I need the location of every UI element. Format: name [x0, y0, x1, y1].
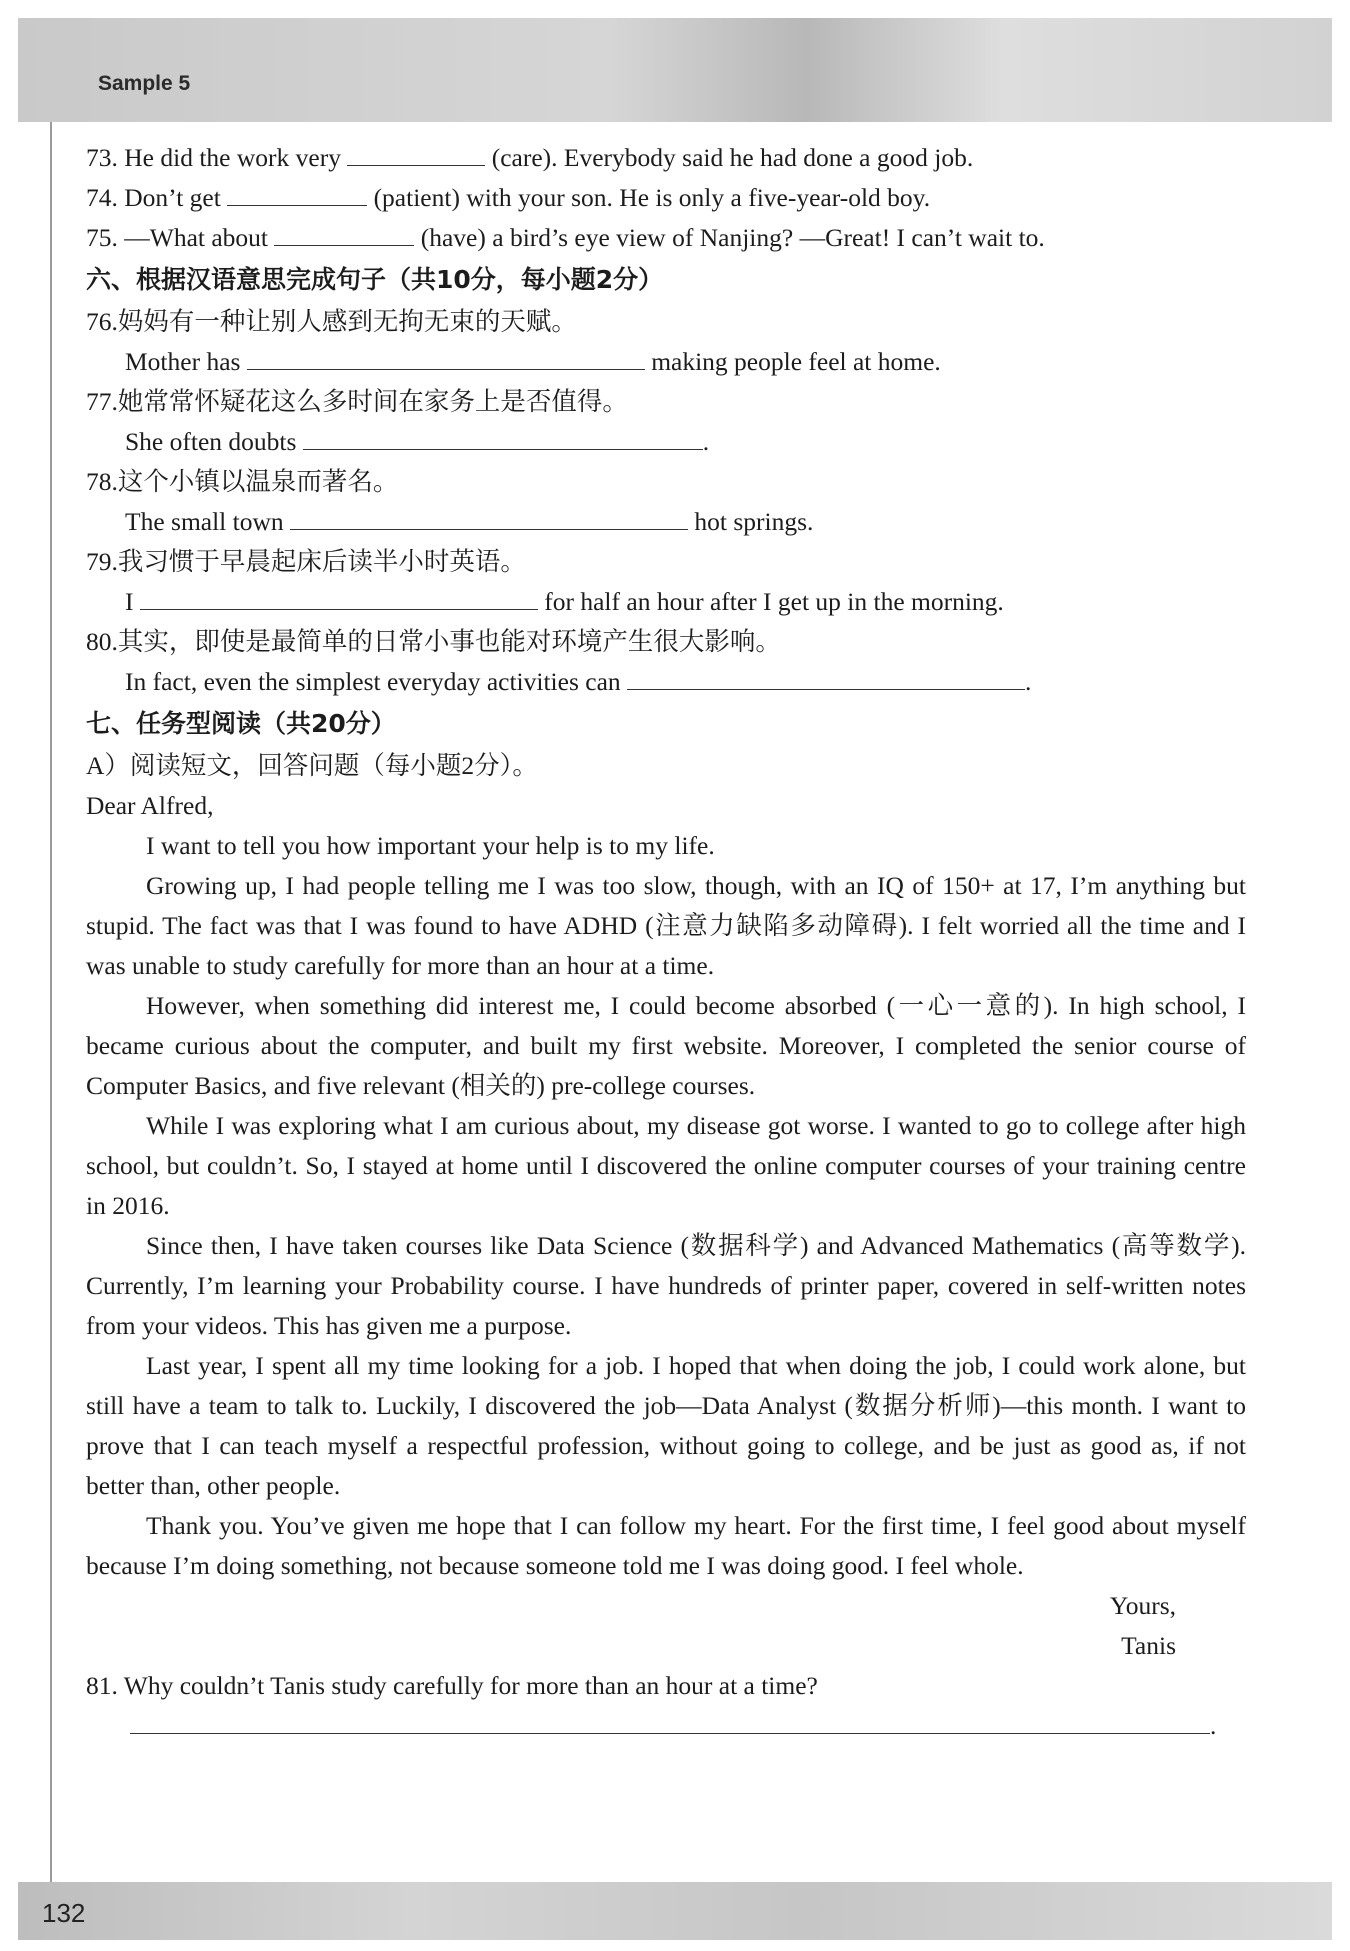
answer-blank[interactable] — [227, 179, 367, 206]
letter-signature: Tanis — [1121, 1631, 1176, 1660]
question-80-en — [86, 662, 1246, 702]
chinese-sentence: 妈妈有一种让别人感到无拘无束的天赋。 — [117, 307, 577, 336]
section-7-subtitle: A）阅读短文，回答问题（每小题2分）。 — [86, 751, 538, 780]
question-number: 79. — [86, 547, 118, 576]
answer-blank[interactable] — [140, 583, 538, 610]
question-81-answer-line — [86, 1706, 1246, 1746]
page-number: 132 — [42, 1898, 86, 1928]
question-number: 77. — [86, 387, 118, 416]
header-band — [18, 18, 1332, 122]
question-79-cn — [86, 542, 1246, 582]
english-tail: . — [1025, 667, 1032, 696]
question-number: 76. — [86, 307, 118, 336]
left-margin-rule — [50, 122, 52, 1882]
question-text: Don’t get — [124, 183, 221, 212]
english-tail: . — [702, 427, 710, 456]
question-number: 73. — [86, 143, 118, 172]
letter-greeting: Dear Alfred, — [86, 791, 214, 820]
footer-band — [18, 1882, 1332, 1940]
letter-paragraph: I want to tell you how important your help is to my life. — [146, 831, 715, 860]
question-74 — [86, 178, 1246, 218]
question-81 — [86, 1666, 1246, 1706]
question-76-cn — [86, 302, 1246, 342]
letter-paragraph: However, when something did interest me, I could become absorbed (一心一意的). In high school, I became curious about the computer, and built my first website. Moreover, I completed the senior course of Computer Basics, and five relevant (相关的) pre-college courses. — [86, 991, 1246, 1100]
answer-blank[interactable] — [347, 139, 485, 166]
english-prompt: I — [125, 587, 134, 616]
letter-paragraph: Last year, I spent all my time looking for a job. I hoped that when doing the job, I could work alone, but still have a team to talk to. Luckily, I discovered the job—Data Analyst (数据分析师)—this month. I want to prove that I can teach myself a respectful profession, without going to college, and be just as good as, if not better than, other people. — [86, 1351, 1246, 1500]
english-prompt: Mother has — [125, 347, 241, 376]
english-prompt: In fact, even the simplest everyday activities can — [125, 667, 621, 696]
sample-label: Sample 5 — [98, 72, 191, 95]
english-tail: hot springs. — [694, 507, 814, 536]
answer-blank[interactable] — [303, 423, 703, 450]
question-73 — [86, 138, 1246, 178]
letter-paragraph: Growing up, I had people telling me I was too slow, though, with an IQ of 150+ at 17, I’m anything but stupid. The fact was that I was found to have ADHD (注意力缺陷多动障碍). I felt worried all the time and I was unable to study carefully for more than an hour at a time. — [86, 871, 1246, 980]
english-tail: for half an hour after I get up in the morning. — [544, 587, 1004, 616]
chinese-sentence: 她常常怀疑花这么多时间在家务上是否值得。 — [117, 387, 628, 416]
answer-blank[interactable] — [247, 343, 645, 370]
letter-paragraph: Thank you. You’ve given me hope that I can follow my heart. For the first time, I feel good about myself because I’m doing something, not because someone told me I was doing good. I feel whole. — [86, 1511, 1246, 1580]
english-prompt: She often doubts — [125, 427, 297, 456]
answer-blank[interactable] — [130, 1707, 1210, 1734]
letter-closing: Yours, — [1109, 1591, 1176, 1620]
question-hint: (have) a bird’s eye view of Nanjing? —Great! I can’t wait to. — [420, 223, 1045, 252]
english-tail: making people feel at home. — [651, 347, 941, 376]
question-number: 78. — [86, 467, 118, 496]
letter-paragraph: While I was exploring what I am curious about, my disease got worse. I wanted to go to college after high school, but couldn’t. So, I stayed at home until I discovered the online computer courses of your training centre in 2016. — [86, 1111, 1246, 1220]
question-80-cn — [86, 622, 1246, 662]
question-hint: (patient) with your son. He is only a five-year-old boy. — [373, 183, 931, 212]
question-number: 74. — [86, 183, 118, 212]
letter-paragraph: Since then, I have taken courses like Data Science (数据科学) and Advanced Mathematics (高等数学). Currently, I’m learning your Probability course. I have hundreds of printer paper, covered in self-written notes from your videos. This has given me a purpose. — [86, 1231, 1246, 1340]
chinese-sentence: 我习惯于早晨起床后读半小时英语。 — [117, 547, 526, 576]
page-content — [86, 138, 1246, 1746]
english-prompt: The small town — [125, 507, 284, 536]
question-hint: (care). Everybody said he had done a good job. — [491, 143, 974, 172]
question-77-cn — [86, 382, 1246, 422]
question-text: —What about — [124, 223, 268, 252]
question-text: He did the work very — [124, 143, 341, 172]
question-text: Why couldn’t Tanis study carefully for more than an hour at a time? — [123, 1671, 818, 1700]
question-77-en — [86, 422, 1246, 462]
question-78-cn — [86, 462, 1246, 502]
chinese-sentence: 这个小镇以温泉而著名。 — [117, 467, 399, 496]
section-6-title: 六、根据汉语意思完成句子（共10分，每小题2分） — [86, 265, 664, 294]
question-75 — [86, 218, 1246, 258]
question-76-en — [86, 342, 1246, 382]
question-number: 75. — [86, 223, 118, 252]
question-79-en — [86, 582, 1246, 622]
question-78-en — [86, 502, 1246, 542]
answer-blank[interactable] — [290, 503, 688, 530]
chinese-sentence: 其实，即使是最简单的日常小事也能对环境产生很大影响。 — [117, 627, 781, 656]
answer-end: . — [1210, 1711, 1217, 1740]
question-number: 80. — [86, 627, 118, 656]
answer-blank[interactable] — [274, 219, 414, 246]
question-number: 81. — [86, 1671, 118, 1700]
letter — [86, 786, 1246, 1666]
answer-blank[interactable] — [627, 663, 1025, 690]
section-7-title: 七、任务型阅读（共20分） — [86, 709, 396, 738]
